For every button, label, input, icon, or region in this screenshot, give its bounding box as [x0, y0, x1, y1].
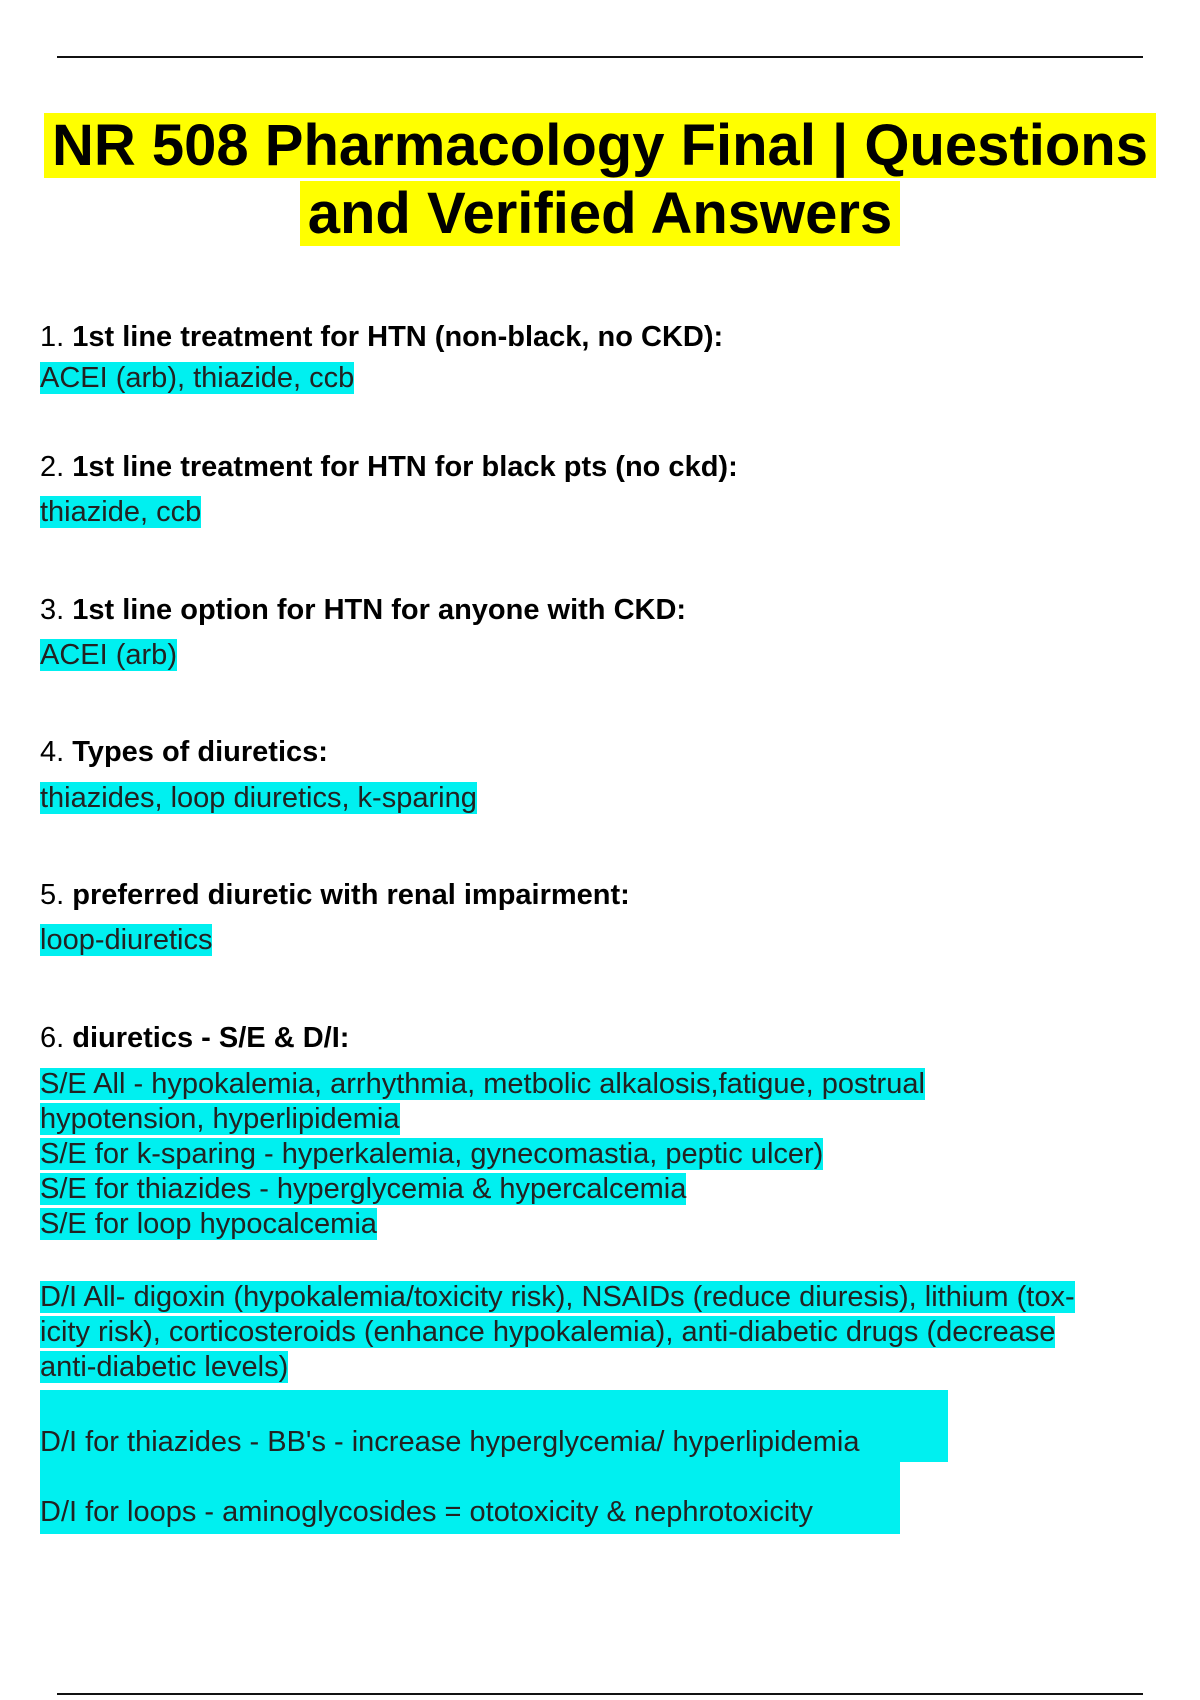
question-number: 5.	[40, 879, 65, 911]
top-rule	[57, 56, 1143, 58]
answer-text: ACEI (arb)	[40, 639, 177, 671]
question-1	[40, 318, 1180, 356]
answer-text: thiazides, loop diuretics, k-sparing	[40, 782, 477, 814]
title-line-1: NR 508 Pharmacology Final | Questions	[44, 113, 1156, 178]
question-text: 1st line treatment for HTN for black pts (no ckd):	[72, 451, 738, 483]
question-2	[40, 448, 1180, 486]
answer-text: loop-diuretics	[40, 924, 213, 956]
question-text: Types of diuretics:	[72, 736, 328, 768]
answer-4	[40, 780, 477, 816]
answer-1	[40, 360, 354, 396]
drug-interactions-line: D/I All- digoxin (hypokalemia/toxicity risk), NSAIDs (reduce diuresis), lithium (tox-	[40, 1281, 1075, 1313]
title-line-2: and Verified Answers	[300, 181, 901, 246]
document-title	[0, 112, 1200, 248]
question-number: 6.	[40, 1022, 65, 1054]
question-4	[40, 733, 1180, 771]
question-3	[40, 591, 1180, 629]
answer-5	[40, 922, 212, 958]
drug-interactions-all-block	[40, 1280, 1075, 1385]
drug-interactions-line: D/I for loops - aminoglycosides = ototoxicity & nephrotoxicity	[40, 1496, 813, 1528]
answer-2	[40, 494, 201, 530]
answer-3	[40, 637, 177, 673]
drug-interactions-loops	[40, 1495, 813, 1530]
question-text: preferred diuretic with renal impairment:	[72, 879, 630, 911]
side-effects-line: S/E All - hypokalemia, arrhythmia, metbolic alkalosis,fatigue, postrual	[40, 1068, 925, 1100]
question-number: 2.	[40, 451, 65, 483]
drug-interactions-line: icity risk), corticosteroids (enhance hypokalemia), anti-diabetic drugs (decrease	[40, 1316, 1056, 1348]
drug-interactions-line: anti-diabetic levels)	[40, 1351, 289, 1383]
question-6	[40, 1019, 1180, 1057]
question-text: diuretics - S/E & D/I:	[72, 1022, 350, 1054]
side-effects-line: S/E for thiazides - hyperglycemia & hypercalcemia	[40, 1173, 687, 1205]
question-number: 1.	[40, 321, 65, 353]
answer-text: thiazide, ccb	[40, 496, 202, 528]
drug-interactions-thiazides	[40, 1425, 859, 1460]
question-text: 1st line treatment for HTN (non-black, no CKD):	[72, 321, 724, 353]
answer-text: ACEI (arb), thiazide, ccb	[40, 362, 355, 394]
question-text: 1st line option for HTN for anyone with CKD:	[72, 594, 687, 626]
side-effects-block	[40, 1067, 925, 1242]
drug-interactions-line: D/I for thiazides - BB's - increase hyperglycemia/ hyperlipidemia	[40, 1426, 860, 1458]
question-number: 3.	[40, 594, 65, 626]
question-number: 4.	[40, 736, 65, 768]
side-effects-line: hypotension, hyperlipidemia	[40, 1103, 400, 1135]
side-effects-line: S/E for loop hypocalcemia	[40, 1208, 377, 1240]
question-5	[40, 876, 1180, 914]
side-effects-line: S/E for k-sparing - hyperkalemia, gynecomastia, peptic ulcer)	[40, 1138, 824, 1170]
bottom-rule	[57, 1693, 1143, 1695]
